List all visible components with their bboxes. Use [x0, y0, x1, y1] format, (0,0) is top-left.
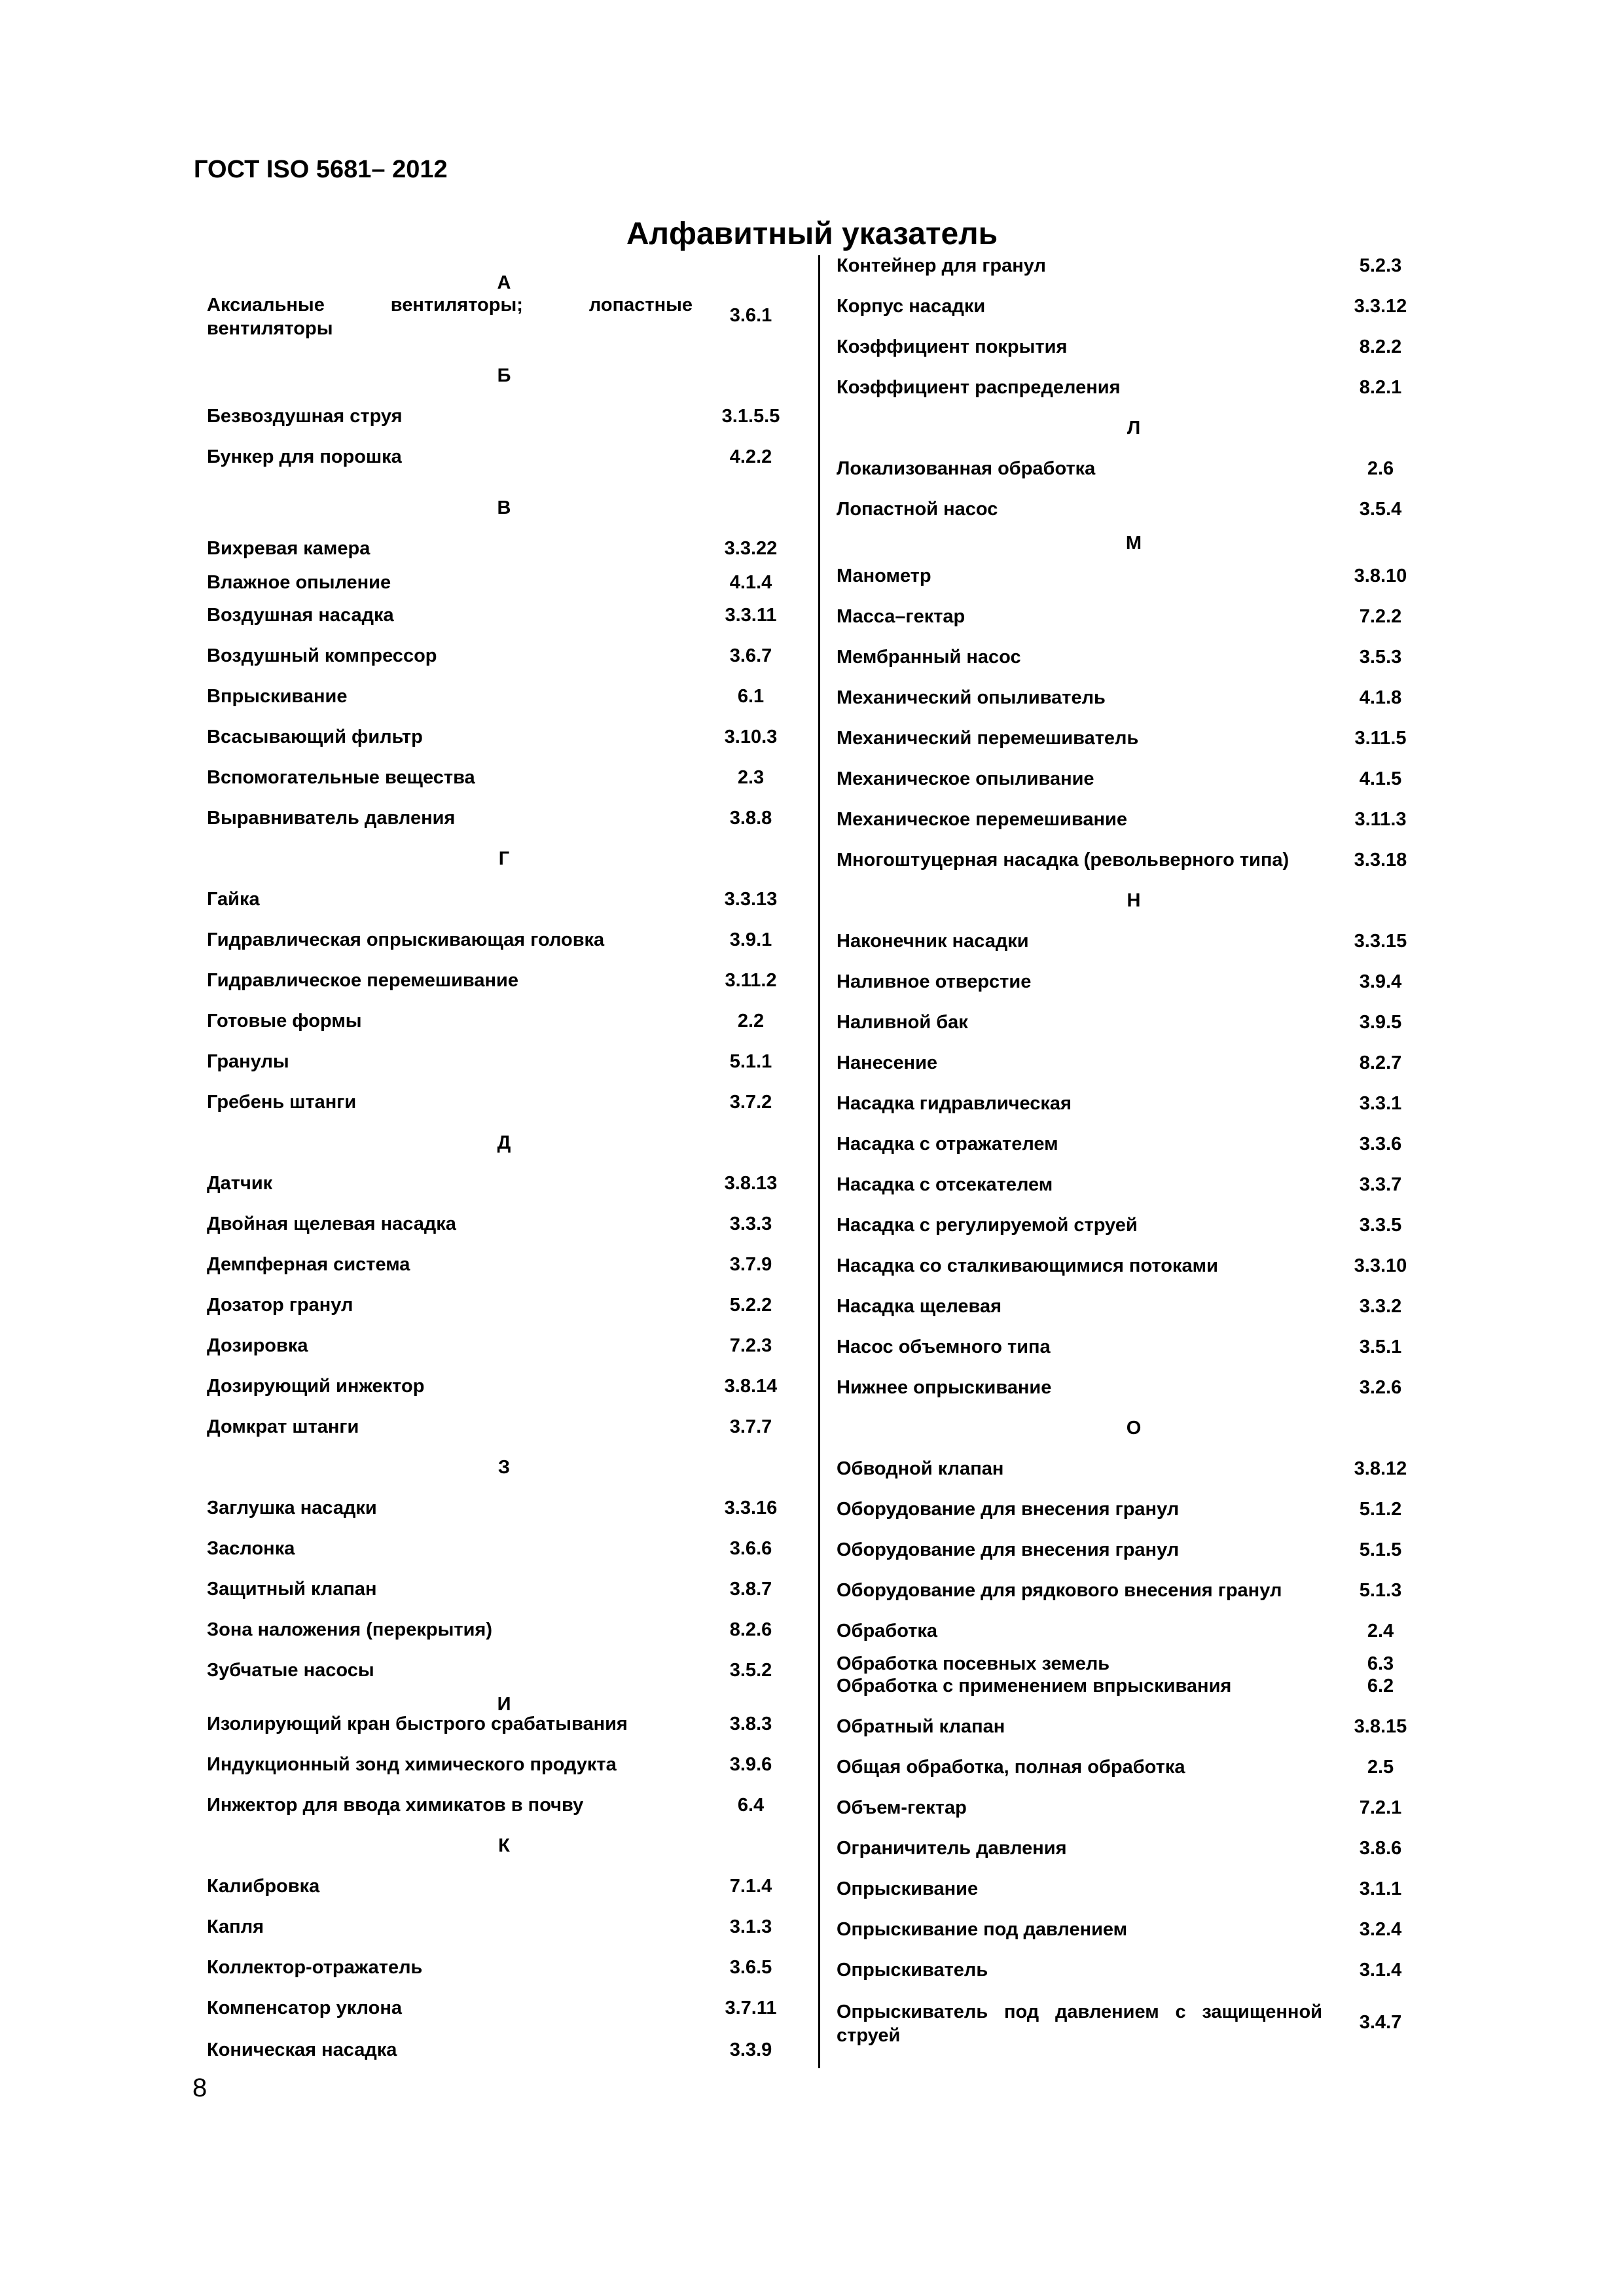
entry-clause-number: 6.1	[737, 686, 765, 707]
entry-term: Выравниватель давления	[207, 808, 456, 829]
entry-clause-number: 3.6.6	[729, 1538, 772, 1559]
entry-term: Влажное опыление	[207, 572, 391, 593]
section-letter-text: А	[497, 272, 511, 293]
entry-term: Гидравлическое перемешивание	[207, 970, 518, 991]
entry-clause-number: 3.3.1	[1359, 1093, 1402, 1114]
entry-term: Гайка	[207, 889, 260, 910]
entry-clause-number: 3.3.6	[1359, 1134, 1402, 1155]
entry-term: Нанесение	[837, 1052, 938, 1073]
entry-term: Зона наложения (перекрытия)	[207, 1619, 492, 1640]
entry-term: Гранулы	[207, 1051, 289, 1072]
entry-clause-number: 2.5	[1367, 1757, 1394, 1778]
entry-clause-number: 3.3.13	[724, 889, 778, 910]
entry-term: Насадка щелевая	[837, 1296, 1002, 1317]
entry-clause-number: 3.3.3	[729, 1213, 772, 1234]
document-header: ГОСТ ISO 5681– 2012	[194, 156, 448, 183]
entry-clause-number: 6.2	[1367, 1676, 1394, 1696]
section-letter-text: З	[497, 1457, 511, 1478]
entry-clause-number: 3.8.8	[729, 808, 772, 829]
entry-term: Безвоздушная струя	[207, 406, 403, 427]
entry-clause-number: 3.4.7	[1359, 2012, 1402, 2033]
section-letter-text: И	[497, 1694, 511, 1715]
entry-term: Коэффициент покрытия	[837, 336, 1068, 357]
entry-clause-number: 5.1.3	[1359, 1580, 1402, 1601]
entry-clause-number: 2.4	[1367, 1621, 1394, 1641]
entry-clause-number: 3.11.5	[1354, 728, 1407, 749]
entry-term: Корпус насадки	[837, 296, 986, 317]
section-letter-text: К	[498, 1835, 510, 1856]
entry-clause-number: 3.6.1	[729, 305, 772, 326]
entry-term: Гидравлическая опрыскивающая головка	[207, 929, 605, 950]
entry-term: Механический опыливатель	[837, 687, 1106, 708]
entry-term: Обработка с применением впрыскивания	[837, 1676, 1232, 1696]
entry-term: Манометр	[837, 565, 931, 586]
entry-term: Дозатор гранул	[207, 1295, 353, 1316]
entry-term: Вспомогательные вещества	[207, 767, 475, 788]
entry-clause-number: 8.2.7	[1359, 1052, 1402, 1073]
entry-clause-number: 7.2.1	[1359, 1797, 1402, 1818]
entry-clause-number: 3.11.3	[1354, 809, 1407, 830]
section-letter-text: В	[497, 497, 511, 518]
section-letter-text: Н	[1127, 890, 1141, 911]
entry-term: Насадка с регулируемой струей	[837, 1215, 1138, 1236]
entry-clause-number: 3.9.4	[1359, 971, 1402, 992]
entry-term: Механическое перемешивание	[837, 809, 1127, 830]
entry-clause-number: 3.8.3	[729, 1713, 772, 1734]
entry-clause-number: 6.3	[1367, 1653, 1394, 1674]
entry-clause-number: 3.9.1	[729, 929, 772, 950]
entry-clause-number: 3.3.18	[1354, 850, 1407, 870]
entry-term: Коллектор-отражатель	[207, 1957, 423, 1978]
entry-clause-number: 8.2.2	[1359, 336, 1402, 357]
entry-term: Бункер для порошка	[207, 446, 402, 467]
entry-clause-number: 3.8.10	[1354, 565, 1407, 586]
index-title: Алфавитный указатель	[626, 217, 998, 251]
entry-term: Изолирующий кран быстрого срабатывания	[207, 1713, 628, 1734]
entry-term: Индукционный зонд химического продукта	[207, 1754, 617, 1775]
entry-clause-number: 3.8.7	[729, 1579, 772, 1600]
entry-clause-number: 3.9.6	[729, 1754, 772, 1775]
entry-clause-number: 3.7.2	[729, 1092, 772, 1113]
entry-term: Наливной бак	[837, 1012, 968, 1033]
entry-term: Воздушная насадка	[207, 605, 394, 626]
entry-clause-number: 3.5.3	[1359, 647, 1402, 668]
entry-term: Дозировка	[207, 1335, 308, 1356]
entry-term: Насадка гидравлическая	[837, 1093, 1072, 1114]
entry-term: Оборудование для рядкового внесения гранул	[837, 1580, 1282, 1601]
entry-term: Контейнер для гранул	[837, 255, 1046, 276]
entry-term: Дозирующий инжектор	[207, 1376, 425, 1397]
entry-clause-number: 6.4	[737, 1795, 765, 1816]
section-letter-text: Г	[498, 848, 510, 869]
entry-term: Коэффициент распределения	[837, 377, 1121, 398]
entry-clause-number: 3.3.7	[1359, 1174, 1402, 1195]
entry-term: Заглушка насадки	[207, 1498, 377, 1518]
entry-term: Аксиальные вентиляторы; лопастные вентиляторы	[207, 295, 693, 339]
entry-clause-number: 3.3.11	[725, 605, 777, 626]
entry-clause-number: 3.5.1	[1359, 1336, 1402, 1357]
entry-clause-number: 3.6.5	[729, 1957, 772, 1978]
section-letter-text: Д	[497, 1132, 511, 1153]
entry-clause-number: 3.1.5.5	[721, 406, 780, 427]
entry-term: Оборудование для внесения гранул	[837, 1539, 1180, 1560]
entry-clause-number: 3.9.5	[1359, 1012, 1402, 1033]
entry-term: Наконечник насадки	[837, 931, 1029, 952]
entry-clause-number: 3.8.15	[1354, 1716, 1407, 1737]
entry-term: Опрыскивание	[837, 1878, 979, 1899]
entry-clause-number: 3.3.2	[1359, 1296, 1402, 1317]
entry-term: Многоштуцерная насадка (револьверного типа)	[837, 850, 1290, 870]
entry-clause-number: 3.3.9	[729, 2039, 772, 2060]
entry-term: Нижнее опрыскивание	[837, 1377, 1052, 1398]
entry-clause-number: 3.8.14	[724, 1376, 778, 1397]
entry-clause-number: 8.2.6	[729, 1619, 772, 1640]
entry-term: Двойная щелевая насадка	[207, 1213, 456, 1234]
entry-term: Гребень штанги	[207, 1092, 357, 1113]
entry-term: Насос объемного типа	[837, 1336, 1051, 1357]
entry-clause-number: 3.2.4	[1359, 1919, 1402, 1940]
entry-term: Защитный клапан	[207, 1579, 377, 1600]
entry-clause-number: 5.1.5	[1359, 1539, 1402, 1560]
entry-clause-number: 4.1.4	[729, 572, 772, 593]
entry-term: Домкрат штанги	[207, 1416, 359, 1437]
entry-term: Калибровка	[207, 1876, 320, 1897]
entry-clause-number: 3.7.9	[729, 1254, 772, 1275]
entry-term: Локализованная обработка	[837, 458, 1096, 479]
entry-term: Готовые формы	[207, 1011, 362, 1031]
entry-term: Опрыскивание под давлением	[837, 1919, 1128, 1940]
entry-clause-number: 2.3	[737, 767, 765, 788]
entry-term: Механический перемешиватель	[837, 728, 1139, 749]
entry-clause-number: 5.1.1	[729, 1051, 772, 1072]
entry-clause-number: 4.1.8	[1359, 687, 1402, 708]
entry-term: Насадка со сталкивающимися потоками	[837, 1255, 1218, 1276]
entry-clause-number: 3.3.10	[1354, 1255, 1407, 1276]
entry-term: Масса–гектар	[837, 606, 965, 627]
entry-term: Обработка	[837, 1621, 938, 1641]
entry-term: Зубчатые насосы	[207, 1660, 374, 1681]
entry-term: Демпферная система	[207, 1254, 410, 1275]
entry-term: Обработка посевных земель	[837, 1653, 1110, 1674]
entry-clause-number: 7.2.3	[729, 1335, 772, 1356]
entry-clause-number: 3.11.2	[725, 970, 777, 991]
entry-clause-number: 5.2.2	[729, 1295, 772, 1316]
section-letter-text: Л	[1127, 418, 1141, 439]
entry-term: Капля	[207, 1916, 264, 1937]
entry-term: Датчик	[207, 1173, 273, 1194]
entry-clause-number: 5.1.2	[1359, 1499, 1402, 1520]
entry-clause-number: 3.7.7	[729, 1416, 772, 1437]
entry-term: Коническая насадка	[207, 2039, 397, 2060]
entry-clause-number: 3.3.16	[724, 1498, 778, 1518]
entry-clause-number: 3.3.12	[1354, 296, 1407, 317]
entry-clause-number: 3.10.3	[724, 726, 778, 747]
entry-clause-number: 3.8.6	[1359, 1838, 1402, 1859]
entry-clause-number: 2.2	[737, 1011, 765, 1031]
section-letter-text: Б	[497, 365, 511, 386]
entry-clause-number: 3.1.1	[1359, 1878, 1402, 1899]
entry-clause-number: 3.5.4	[1359, 499, 1402, 520]
entry-clause-number: 3.5.2	[729, 1660, 772, 1681]
entry-clause-number: 3.3.22	[724, 538, 778, 559]
entry-term: Впрыскивание	[207, 686, 348, 707]
entry-term: Опрыскиватель	[837, 1960, 988, 1981]
entry-term: Ограничитель давления	[837, 1838, 1067, 1859]
column-divider	[818, 255, 820, 2068]
entry-term: Насадка с отсекателем	[837, 1174, 1053, 1195]
entry-term: Компенсатор уклона	[207, 1998, 402, 2018]
entry-clause-number: 7.2.2	[1359, 606, 1402, 627]
entry-clause-number: 3.3.5	[1359, 1215, 1402, 1236]
entry-term: Всасывающий фильтр	[207, 726, 423, 747]
entry-term: Лопастной насос	[837, 499, 998, 520]
entry-term: Наливное отверстие	[837, 971, 1032, 992]
entry-term: Воздушный компрессор	[207, 645, 437, 666]
entry-term: Заслонка	[207, 1538, 295, 1559]
entry-term: Обратный клапан	[837, 1716, 1005, 1737]
section-letter-text: М	[1125, 533, 1142, 554]
entry-clause-number: 3.1.4	[1359, 1960, 1402, 1981]
entry-clause-number: 3.8.13	[724, 1173, 778, 1194]
entry-clause-number: 5.2.3	[1359, 255, 1402, 276]
entry-term: Общая обработка, полная обработка	[837, 1757, 1185, 1778]
entry-clause-number: 3.8.12	[1354, 1458, 1407, 1479]
entry-term: Оборудование для внесения гранул	[837, 1499, 1180, 1520]
entry-clause-number: 2.6	[1367, 458, 1394, 479]
entry-term: Насадка с отражателем	[837, 1134, 1058, 1155]
entry-clause-number: 3.2.6	[1359, 1377, 1402, 1398]
entry-clause-number: 3.1.3	[729, 1916, 772, 1937]
entry-clause-number: 4.2.2	[729, 446, 772, 467]
entry-clause-number: 4.1.5	[1359, 768, 1402, 789]
entry-clause-number: 3.6.7	[729, 645, 772, 666]
entry-clause-number: 7.1.4	[729, 1876, 772, 1897]
entry-term: Инжектор для ввода химикатов в почву	[207, 1795, 584, 1816]
page-number: 8	[192, 2073, 208, 2102]
entry-term: Вихревая камера	[207, 538, 370, 559]
entry-term: Обводной клапан	[837, 1458, 1004, 1479]
entry-clause-number: 3.7.11	[725, 1998, 777, 2018]
entry-term: Мембранный насос	[837, 647, 1021, 668]
entry-clause-number: 3.3.15	[1354, 931, 1407, 952]
entry-term: Объем-гектар	[837, 1797, 967, 1818]
section-letter-text: О	[1126, 1418, 1142, 1439]
entry-clause-number: 8.2.1	[1359, 377, 1402, 398]
entry-term: Опрыскиватель под давлением с защищенной струей	[837, 2001, 1322, 2046]
entry-term: Механическое опыливание	[837, 768, 1094, 789]
